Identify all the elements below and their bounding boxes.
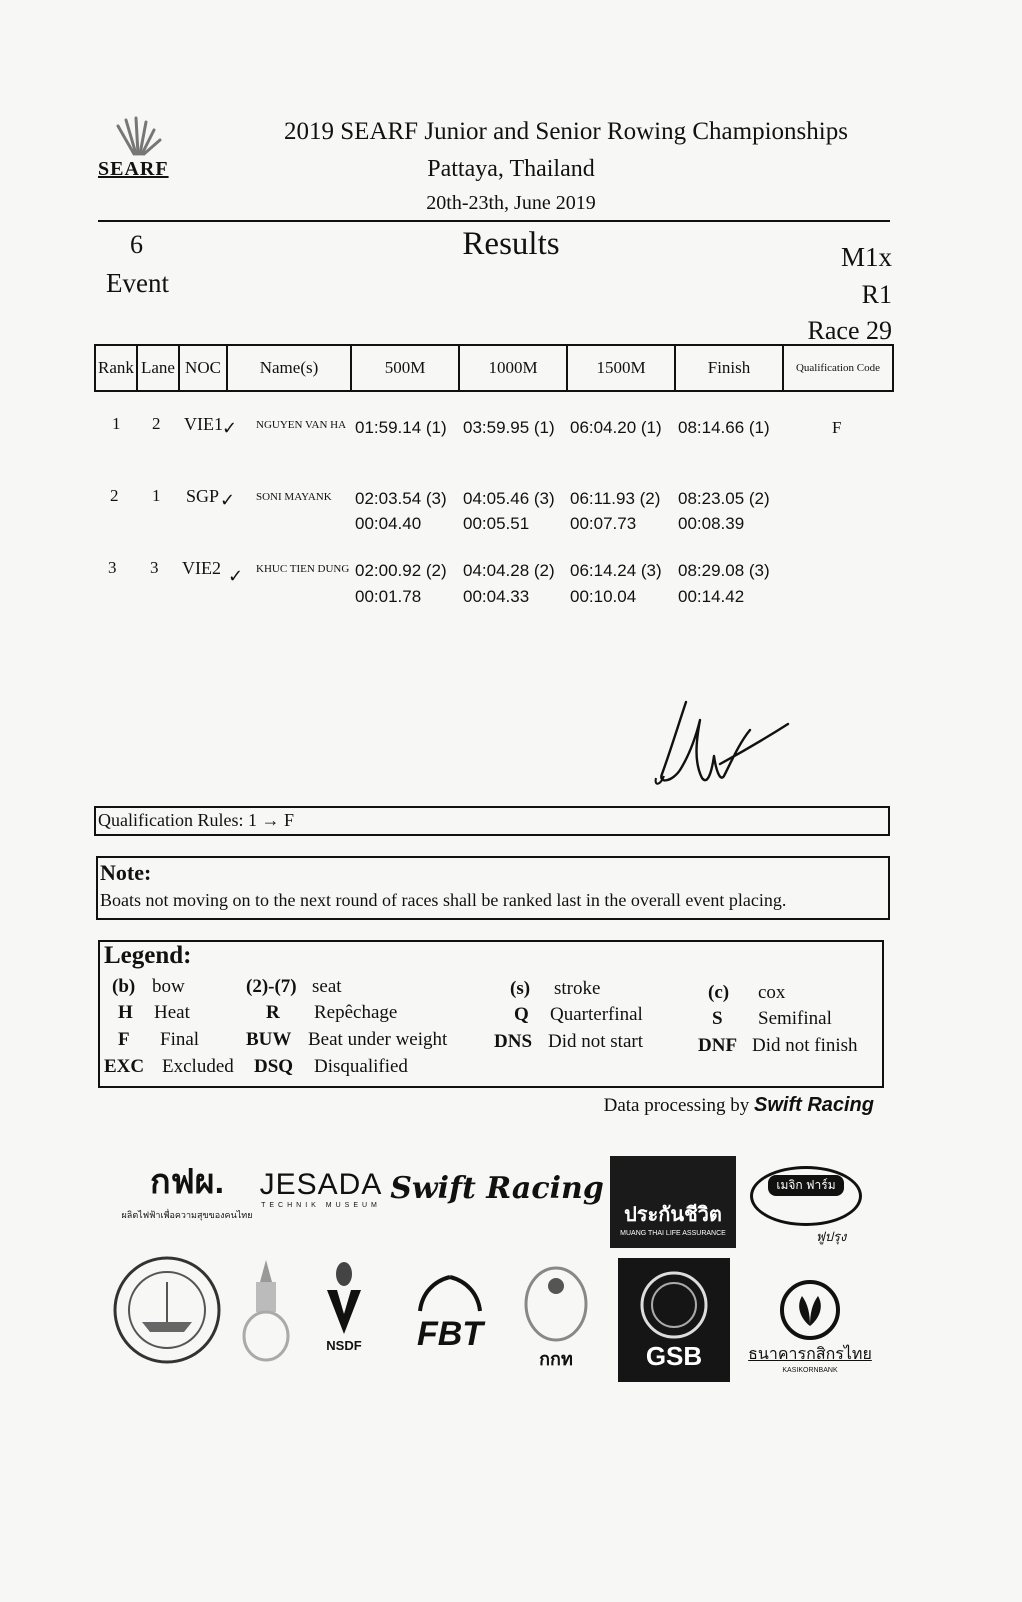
delta-1000m: 00:04.33 bbox=[463, 587, 530, 606]
swift-racing-logo: Swift Racing bbox=[390, 1170, 604, 1206]
results-title: Results bbox=[462, 226, 560, 262]
legend-desc: Did not start bbox=[548, 1031, 643, 1052]
torch-icon bbox=[321, 1260, 367, 1338]
legend-code: DNF bbox=[698, 1035, 738, 1056]
dates: 20th-23th, June 2019 bbox=[426, 192, 596, 214]
note-text: Boats not moving on to the next round of races shall be ranked last in the overall event placing. bbox=[100, 890, 787, 910]
legend-code: DNS bbox=[494, 1031, 533, 1052]
legend-code: (b) bbox=[112, 976, 136, 997]
qualification-rules: Qualification Rules: 1 → F bbox=[94, 806, 890, 836]
searf-logo-text: SEARF bbox=[98, 158, 169, 180]
legend-desc: Disqualified bbox=[314, 1056, 408, 1077]
time-finish: 08:29.08 (3) bbox=[678, 561, 770, 580]
table-row bbox=[94, 412, 894, 452]
legend-code: DSQ bbox=[254, 1056, 294, 1077]
legend-desc: Repêchage bbox=[314, 1002, 398, 1023]
legend-desc: stroke bbox=[554, 978, 601, 999]
page-title: 2019 SEARF Junior and Senior Rowing Championships bbox=[284, 118, 848, 145]
results-table-header bbox=[94, 344, 894, 392]
qualification-code: F bbox=[832, 418, 842, 437]
time-500m: 01:59.14 (1) bbox=[355, 418, 447, 437]
lane: 2 bbox=[152, 414, 161, 433]
legend-desc: cox bbox=[758, 982, 786, 1003]
rank: 1 bbox=[112, 414, 121, 433]
venue: Pattaya, Thailand bbox=[427, 156, 595, 182]
processing-prefix: Data processing by bbox=[603, 1095, 750, 1116]
col-1000m: 1000M bbox=[460, 346, 568, 390]
table-row bbox=[94, 558, 894, 608]
legend-desc: Quarterfinal bbox=[550, 1004, 643, 1025]
delta-1500m: 00:07.73 bbox=[570, 514, 637, 533]
lane: 3 bbox=[150, 558, 159, 577]
event-label: Event bbox=[106, 268, 169, 298]
legend-desc: Semifinal bbox=[758, 1008, 832, 1029]
col-finish: Finish bbox=[676, 346, 784, 390]
legend-desc: bow bbox=[152, 976, 185, 997]
time-1000m: 04:04.28 (2) bbox=[463, 561, 555, 580]
time-1500m: 06:14.24 (3) bbox=[570, 561, 662, 580]
legend-code: R bbox=[266, 1002, 280, 1023]
royal-emblem bbox=[236, 1256, 296, 1366]
col-lane: Lane bbox=[138, 346, 180, 390]
check-mark-icon: ✓ bbox=[222, 418, 238, 439]
processing-brand: Swift Racing bbox=[753, 1094, 874, 1116]
table-row bbox=[94, 486, 894, 536]
jesada-logo: JESADA TECHNIK MUSEUM bbox=[259, 1167, 383, 1209]
athlete-name: KHUC TIEN DUNG bbox=[256, 563, 350, 575]
legend-code: H bbox=[118, 1002, 133, 1023]
legend-desc: Beat under weight bbox=[308, 1029, 448, 1050]
race-number: Race 29 bbox=[807, 316, 892, 345]
header-divider bbox=[98, 220, 890, 222]
noc: VIE2 bbox=[182, 558, 221, 578]
sports-authority-emblem-icon bbox=[521, 1264, 591, 1344]
gsb-logo: GSB bbox=[618, 1258, 730, 1382]
legend-box bbox=[98, 940, 884, 1088]
kasikorn-leaf-icon bbox=[778, 1278, 842, 1342]
time-1500m: 06:04.20 (1) bbox=[570, 418, 662, 437]
col-rank: Rank bbox=[96, 346, 138, 390]
delta-finish: 00:14.42 bbox=[678, 587, 745, 606]
delta-finish: 00:08.39 bbox=[678, 514, 745, 533]
legend-code: (s) bbox=[510, 978, 531, 999]
col-500m: 500M bbox=[352, 346, 460, 390]
note-box bbox=[96, 856, 890, 920]
muang-thai-life-logo: ประกันชีวิต MUANG THAI LIFE ASSURANCE bbox=[610, 1156, 736, 1248]
athlete-name: NGUYEN VAN HA bbox=[256, 419, 347, 431]
signature-image bbox=[650, 690, 800, 790]
delta-500m: 00:01.78 bbox=[355, 587, 422, 606]
gsb-emblem-icon bbox=[634, 1269, 714, 1341]
delta-1000m: 00:05.51 bbox=[463, 514, 530, 533]
event-number: 6 bbox=[130, 230, 143, 259]
data-processing-credit bbox=[604, 1094, 874, 1117]
legend-code: BUW bbox=[246, 1029, 292, 1050]
legend-code: (c) bbox=[708, 982, 730, 1003]
col-noc: NOC bbox=[180, 346, 228, 390]
rank: 2 bbox=[110, 486, 119, 505]
time-1500m: 06:11.93 (2) bbox=[570, 489, 661, 508]
laurel-icon bbox=[410, 1271, 490, 1315]
delta-1500m: 00:10.04 bbox=[570, 587, 637, 606]
port-authority-seal bbox=[112, 1252, 222, 1368]
lane: 1 bbox=[152, 486, 161, 505]
legend-title: Legend: bbox=[104, 942, 192, 969]
kkt-logo: กกท bbox=[514, 1258, 598, 1378]
note-title: Note: bbox=[100, 860, 152, 885]
noc: VIE1 bbox=[184, 414, 223, 434]
col-1500m: 1500M bbox=[568, 346, 676, 390]
col-qualification-code: Qualification Code bbox=[795, 361, 880, 374]
legend-code: EXC bbox=[104, 1056, 145, 1077]
kasikornbank-logo: ธนาคารกสิกรไทย KASIKORNBANK bbox=[742, 1268, 878, 1384]
round: R1 bbox=[861, 280, 892, 309]
egat-logo: กฟผ. ผลิตไฟฟ้าเพื่อความสุขของคนไทย bbox=[121, 1163, 253, 1220]
noc: SGP bbox=[186, 486, 220, 506]
legend-desc: seat bbox=[312, 976, 342, 997]
magic-farm-logo: เมจิก ฟาร์ม ฟูปรุง bbox=[746, 1160, 866, 1252]
legend-desc: Final bbox=[160, 1029, 200, 1050]
time-500m: 02:00.92 (2) bbox=[355, 561, 447, 580]
check-mark-icon: ✓ bbox=[228, 566, 244, 587]
legend-desc: Heat bbox=[154, 1002, 190, 1023]
legend-code: Q bbox=[514, 1004, 529, 1025]
legend-desc: Did not finish bbox=[752, 1035, 858, 1056]
legend-desc: Excluded bbox=[162, 1056, 234, 1077]
col-names: Name(s) bbox=[228, 346, 352, 390]
athlete-name: SONI MAYANK bbox=[256, 491, 332, 503]
fbt-logo: FBT bbox=[404, 1264, 496, 1360]
time-1000m: 04:05.46 (3) bbox=[463, 489, 555, 508]
legend-code: F bbox=[118, 1029, 130, 1050]
legend-code: S bbox=[712, 1008, 723, 1029]
check-mark-icon: ✓ bbox=[220, 490, 236, 511]
time-500m: 02:03.54 (3) bbox=[355, 489, 447, 508]
boat-class: M1x bbox=[840, 242, 892, 272]
time-finish: 08:23.05 (2) bbox=[678, 489, 770, 508]
nsdf-logo: NSDF bbox=[306, 1246, 382, 1366]
legend-code: (2)-(7) bbox=[246, 976, 297, 997]
time-1000m: 03:59.95 (1) bbox=[463, 418, 555, 437]
time-finish: 08:14.66 (1) bbox=[678, 418, 770, 437]
delta-500m: 00:04.40 bbox=[355, 514, 422, 533]
rank: 3 bbox=[108, 558, 117, 577]
